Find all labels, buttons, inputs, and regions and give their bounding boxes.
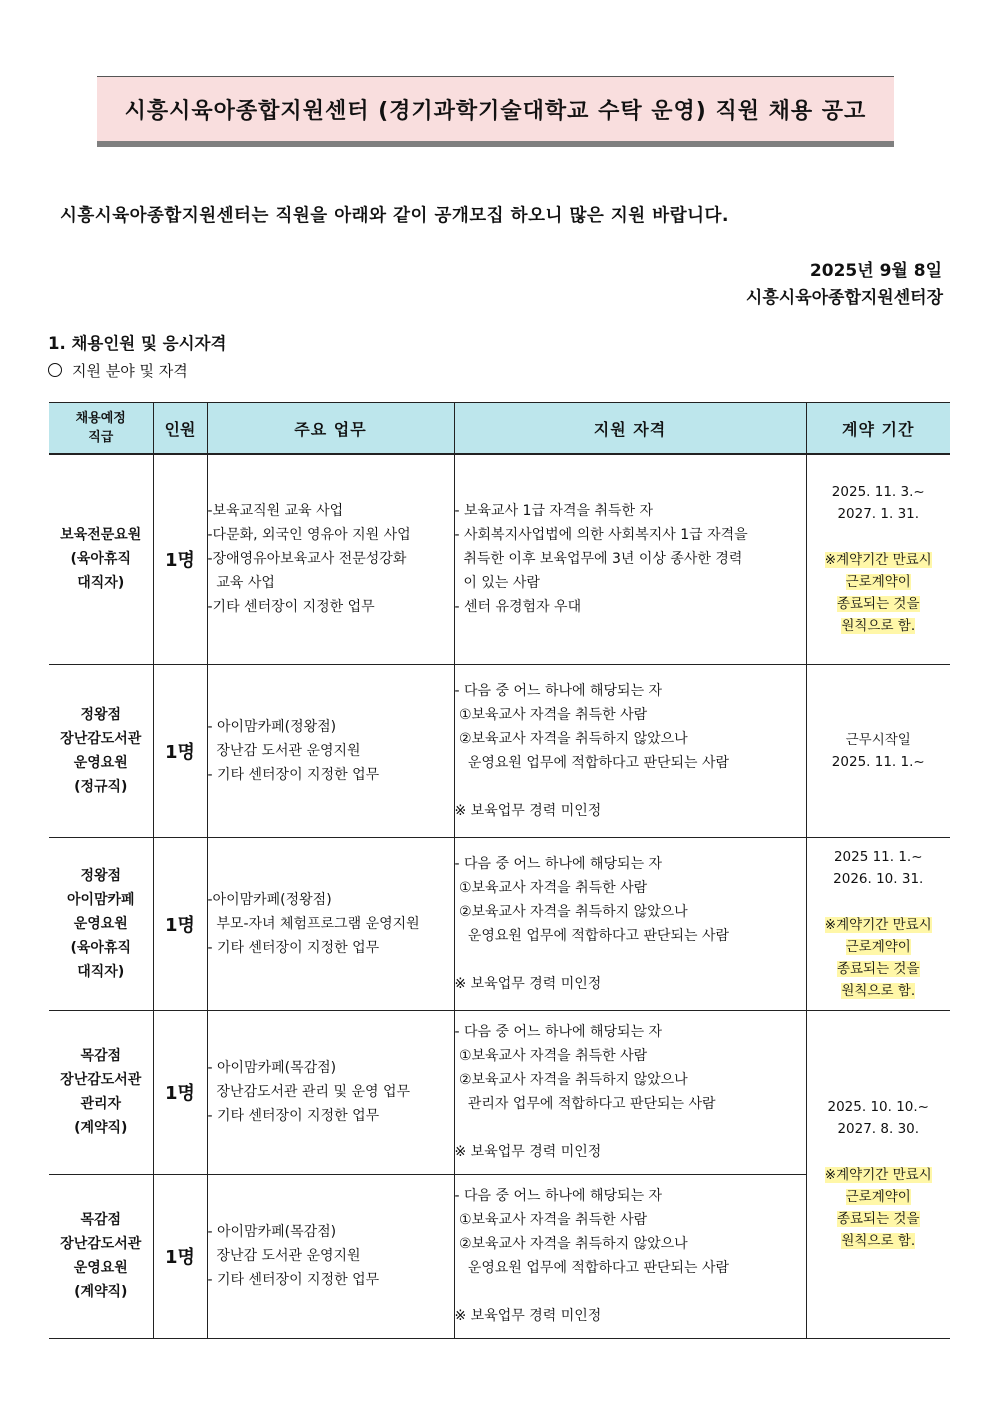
count-cell: 1명 bbox=[153, 837, 207, 1010]
period-note: 종료되는 것을 bbox=[836, 960, 920, 977]
table-header-row bbox=[49, 403, 950, 455]
grade-cell: 정왕점 아이맘카페 운영요원 (육아휴직 대직자) bbox=[49, 837, 153, 1010]
count-cell: 1명 bbox=[153, 664, 207, 837]
qualification-note: ※ 보육업무 경력 미인정 bbox=[454, 1308, 602, 1324]
count-cell: 1명 bbox=[153, 1174, 207, 1338]
header-duty: 주요 업무 bbox=[207, 403, 454, 455]
circle-bullet-icon bbox=[48, 363, 62, 377]
period-cell: 2025. 11. 3.~ 2027. 1. 31. ※계약기간 만료시 근로계약이 종료되는 것을 원칙으로 함. bbox=[806, 454, 950, 664]
count-cell: 1명 bbox=[153, 454, 207, 664]
section-subtitle-text: 지원 분야 및 자격 bbox=[72, 362, 188, 380]
grade-cell: 보육전문요원 (육아휴직 대직자) bbox=[49, 454, 153, 664]
qualification-cell: - 다음 중 어느 하나에 해당되는 자 ①보육교사 자격을 취득한 사람 ②보육교사 자격을 취득하지 않았으나 운영요원 업무에 적합하다고 판단되는 사람 ※ 보육업무 경력 미인정 bbox=[454, 1174, 806, 1338]
notice-date: 2025년 9월 8일 bbox=[809, 261, 942, 281]
notice-title-text: 시흥시육아종합지원센터 (경기과학기술대학교 수탁 운영) 직원 채용 공고 bbox=[124, 98, 867, 124]
period-note: 근로계약이 bbox=[845, 574, 911, 591]
qualification-note: ※ 보육업무 경력 미인정 bbox=[454, 802, 602, 819]
period-note: ※계약기간 만료시 bbox=[824, 1167, 932, 1183]
period-note: 종료되는 것을 bbox=[836, 596, 920, 613]
period-note: 근로계약이 bbox=[845, 1189, 911, 1205]
period-note: 근로계약이 bbox=[845, 938, 911, 955]
section-title: 1. 채용인원 및 응시자격 bbox=[48, 334, 227, 353]
period-note: 원칙으로 함. bbox=[841, 618, 916, 635]
duty-cell: -보육교직원 교육 사업 -다문화, 외국인 영유아 지원 사업 -장애영유아보육교사 전문성강화 교육 사업 -기타 센터장이 지정한 업무 bbox=[207, 454, 454, 664]
recruitment-table bbox=[49, 402, 950, 1339]
grade-cell: 정왕점 장난감도서관 운영요원 (정규직) bbox=[49, 664, 153, 837]
period-note: ※계약기간 만료시 bbox=[824, 552, 932, 569]
period-note: ※계약기간 만료시 bbox=[824, 916, 932, 933]
period-cell: 2025 11. 1.~ 2026. 10. 31. ※계약기간 만료시 근로계약이 종료되는 것을 원칙으로 함. bbox=[806, 837, 950, 1010]
duty-cell: - 아이맘카페(정왕점) 장난감 도서관 운영지원 - 기타 센터장이 지정한 업무 bbox=[207, 664, 454, 837]
header-grade: 채용예정 직급 bbox=[49, 403, 153, 455]
table-row bbox=[49, 454, 950, 664]
qualification-cell: - 다음 중 어느 하나에 해당되는 자 ①보육교사 자격을 취득한 사람 ②보육교사 자격을 취득하지 않았으나 운영요원 업무에 적합하다고 판단되는 사람 ※ 보육업무 경력 미인정 bbox=[454, 664, 806, 837]
period-note: 원칙으로 함. bbox=[841, 982, 916, 999]
notice-title bbox=[97, 76, 894, 147]
table-row bbox=[49, 664, 950, 837]
duty-cell: - 아이맘카페(목감점) 장난감도서관 관리 및 운영 업무 - 기타 센터장이 지정한 업무 bbox=[207, 1010, 454, 1174]
duty-cell: -아이맘카페(정왕점) 부모-자녀 체험프로그램 운영지원 - 기타 센터장이 지정한 업무 bbox=[207, 837, 454, 1010]
table-row bbox=[49, 1010, 950, 1174]
period-note: 원칙으로 함. bbox=[841, 1233, 916, 1249]
qualification-note: ※ 보육업무 경력 미인정 bbox=[454, 975, 602, 992]
period-cell: 근무시작일 2025. 11. 1.~ bbox=[806, 664, 950, 837]
issuer-name: 시흥시육아종합지원센터장 bbox=[745, 288, 943, 308]
intro-text: 시흥시육아종합지원센터는 직원을 아래와 같이 공개모집 하오니 많은 지원 바랍니다. bbox=[60, 206, 730, 226]
table-row bbox=[49, 837, 950, 1010]
duty-cell: - 아이맘카페(목감점) 장난감 도서관 운영지원 - 기타 센터장이 지정한 업무 bbox=[207, 1174, 454, 1338]
qualification-cell: - 보육교사 1급 자격을 취득한 자 - 사회복지사업법에 의한 사회복지사 1급 자격을 취득한 이후 보육업무에 3년 이상 종사한 경력 이 있는 사람 - 센터 유경험자 우대 bbox=[454, 454, 806, 664]
header-qualification: 지원 자격 bbox=[454, 403, 806, 455]
grade-cell: 목감점 장난감도서관 관리자 (계약직) bbox=[49, 1010, 153, 1174]
section-subtitle bbox=[48, 360, 188, 381]
qualification-note: ※ 보육업무 경력 미인정 bbox=[454, 1144, 602, 1160]
header-count: 인원 bbox=[153, 403, 207, 455]
qualification-cell: - 다음 중 어느 하나에 해당되는 자 ①보육교사 자격을 취득한 사람 ②보육교사 자격을 취득하지 않았으나 관리자 업무에 적합하다고 판단되는 사람 ※ 보육업무 경력 미인정 bbox=[454, 1010, 806, 1174]
qualification-cell: - 다음 중 어느 하나에 해당되는 자 ①보육교사 자격을 취득한 사람 ②보육교사 자격을 취득하지 않았으나 운영요원 업무에 적합하다고 판단되는 사람 ※ 보육업무 경력 미인정 bbox=[454, 837, 806, 1010]
grade-cell: 목감점 장난감도서관 운영요원 (계약직) bbox=[49, 1174, 153, 1338]
period-note: 종료되는 것을 bbox=[836, 1211, 920, 1227]
period-cell: 2025. 10. 10.~ 2027. 8. 30. ※계약기간 만료시 근로계약이 종료되는 것을 원칙으로 함. bbox=[806, 1010, 950, 1338]
count-cell: 1명 bbox=[153, 1010, 207, 1174]
header-period: 계약 기간 bbox=[806, 403, 950, 455]
